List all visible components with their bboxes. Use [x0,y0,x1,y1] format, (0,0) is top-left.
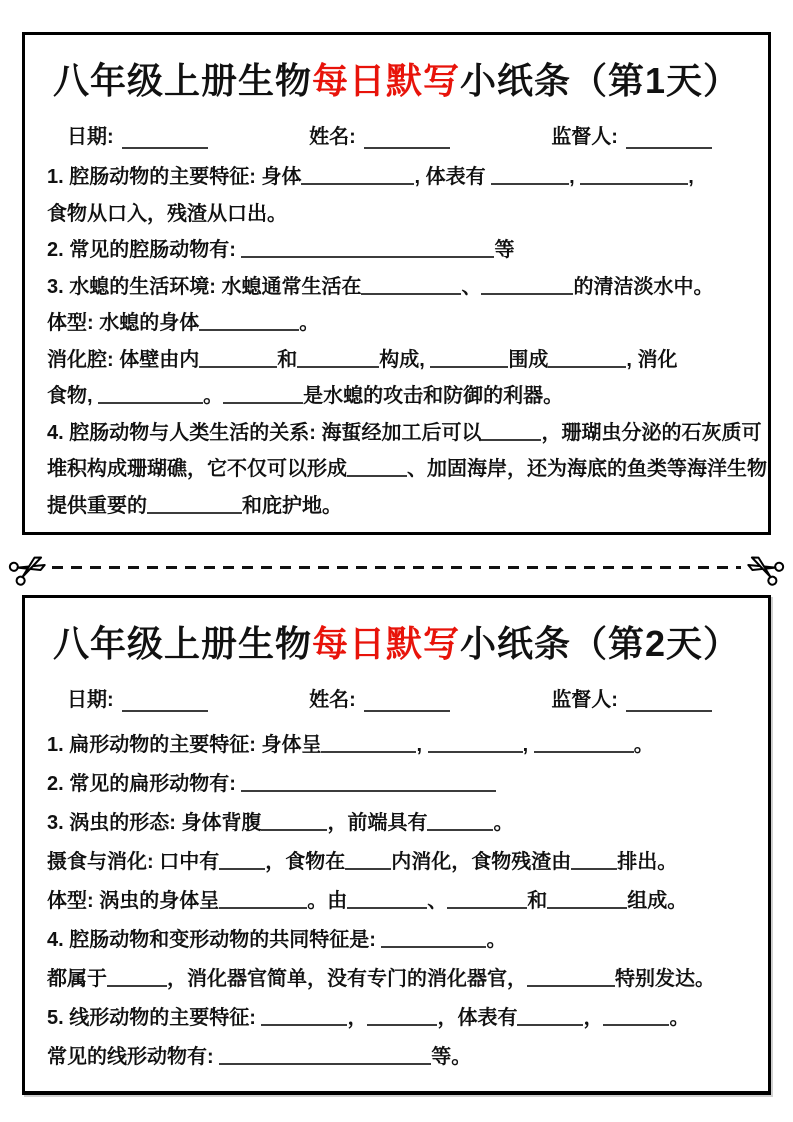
worksheet-line [47,342,748,379]
blank-underline [430,349,508,368]
text-segment: 、加固海岸，还为海底的鱼类等海洋生物 [407,458,767,480]
blank-underline [261,1007,347,1026]
blank-underline [241,239,494,258]
worksheet-line [47,921,748,960]
blank-underline [548,349,626,368]
blank-underline [321,734,416,753]
blank-underline [547,890,627,909]
text-segment: 和庇护地。 [242,494,342,517]
header-field [309,684,450,712]
worksheet-line [47,960,748,999]
title-text-suffix: 小纸条（第2天） [460,623,741,664]
text-segment: 组成。 [627,890,688,912]
text-segment: , 体表有 [414,166,492,188]
field-blank-underline [364,692,450,712]
blank-underline [381,929,486,948]
field-label: 日期: [67,126,114,148]
text-segment: , [688,166,694,188]
text-segment: 堆积构成珊瑚礁，它不仅可以形成 [47,458,347,480]
blank-underline [301,166,414,185]
text-segment: 内消化，食物残渣由 [391,851,572,873]
text-segment: ，前端具有 [327,812,428,834]
text-segment: ， [347,1007,368,1029]
field-blank-underline [626,129,712,149]
header-field [551,121,712,149]
header-fields-row [25,121,768,149]
worksheet-line [47,765,748,804]
worksheet-line [47,726,748,765]
title-text-suffix: 小纸条（第1天） [460,60,741,101]
header-field [551,684,712,712]
worksheet-line [47,269,748,306]
text-segment: 围成 [508,348,549,371]
cut-dashed-line [52,566,741,569]
text-segment: 等。 [431,1046,472,1068]
text-segment: 食物, [47,385,99,407]
worksheet-line [47,232,748,269]
text-segment: ，珊瑚虫分泌的石灰质可 [541,421,762,444]
text-segment: 食物从口入，残渣从口出。 [47,202,287,225]
text-segment: 是水螅的攻击和防御的利器。 [303,385,564,407]
blank-underline [361,276,461,295]
blank-underline [261,812,327,831]
worksheet-line [47,882,748,921]
text-segment: 。 [493,812,514,834]
blank-underline [147,495,242,514]
blank-underline [534,734,634,753]
worksheet-line [47,804,748,843]
blank-underline [481,422,541,441]
text-segment: 的清洁淡水中。 [573,275,714,298]
field-blank-underline [122,129,208,149]
worksheet-line [47,488,748,525]
text-segment: 。 [633,734,654,756]
blank-underline [571,851,617,870]
blank-underline [527,968,615,987]
scissors-icon [740,545,788,590]
text-segment: 、 [427,890,448,912]
text-segment: 特别发达。 [615,968,715,990]
text-segment: 。由 [307,890,348,912]
header-field [309,121,450,149]
field-blank-underline [626,692,712,712]
text-segment: 。 [669,1007,690,1029]
text-segment: , [522,734,534,756]
text-segment: 提供重要的 [47,494,147,517]
field-label: 监督人: [551,126,618,148]
page-title [25,618,768,670]
field-label: 姓名: [309,689,356,711]
text-segment: 、 [461,275,482,298]
field-label: 监督人: [551,689,618,711]
blank-underline [603,1007,669,1026]
blank-underline [367,1007,437,1026]
blank-underline [347,890,427,909]
blank-underline [98,385,203,404]
text-segment: ，消化器官简单，没有专门的消化器官， [167,968,527,990]
blank-underline [199,349,277,368]
text-segment: 构成, [379,348,431,371]
worksheet-line [47,843,748,882]
blank-underline [517,1007,583,1026]
cut-here-divider [0,550,793,586]
text-segment: 。 [486,929,507,951]
worksheet-line [47,999,748,1038]
text-segment: 都属于 [47,968,107,990]
text-segment: 1. 扁形动物的主要特征: 身体呈 [47,734,322,756]
blank-underline [428,734,523,753]
text-segment: ， [583,1007,604,1029]
worksheet-line [47,451,767,488]
text-segment: 3. 水螅的生活环境: 水螅通常生活在 [47,275,362,298]
worksheet-day1-card [22,32,771,535]
title-highlight: 每日默写 [311,60,460,101]
title-text: 八年级上册生物 [52,623,312,664]
text-segment: 常见的线形动物有: [47,1046,220,1068]
blank-underline [107,968,167,987]
blank-underline [297,349,379,368]
blank-underline [219,1046,431,1065]
worksheet-body [25,159,768,524]
header-fields-row [25,684,768,712]
blank-underline [219,851,265,870]
worksheet-line [47,378,748,415]
text-segment: , [569,166,581,188]
title-text: 八年级上册生物 [52,60,312,101]
field-label: 姓名: [309,126,356,148]
field-label: 日期: [67,689,114,711]
text-segment: 和 [527,890,548,912]
worksheet-line [47,1038,748,1077]
worksheet-day2-card [22,595,771,1095]
scissors-icon [5,545,53,590]
header-field [67,121,208,149]
blank-underline [347,458,407,477]
worksheet-line [47,305,748,342]
text-segment: 排出。 [617,851,678,873]
text-segment: 2. 常见的扁形动物有: [47,773,242,795]
text-segment: 。 [203,385,224,407]
title-highlight: 每日默写 [311,623,460,664]
blank-underline [241,773,496,792]
blank-underline [491,166,569,185]
text-segment: ，体表有 [437,1007,518,1029]
text-segment: 等 [494,239,515,261]
blank-underline [223,385,303,404]
worksheet-body [25,726,768,1077]
text-segment: 4. 腔肠动物与人类生活的关系: 海蜇经加工后可以 [47,421,482,444]
worksheet-line [47,159,748,196]
text-segment: 。 [299,312,320,334]
blank-underline [199,312,299,331]
text-segment: 体型: 涡虫的身体呈 [47,890,220,912]
text-segment: , 消化 [626,348,678,371]
text-segment: 体型: 水螅的身体 [47,312,200,334]
blank-underline [580,166,688,185]
header-field [67,684,208,712]
blank-underline [345,851,391,870]
blank-underline [447,890,527,909]
worksheet-line [47,415,762,452]
page-title [25,55,768,107]
text-segment: 3. 涡虫的形态: 身体背腹 [47,812,262,834]
text-segment: 1. 腔肠动物的主要特征: 身体 [47,166,302,188]
blank-underline [481,276,573,295]
worksheet-line [47,196,748,233]
text-segment: 和 [277,348,298,371]
text-segment: 5. 线形动物的主要特征: [47,1007,262,1029]
text-segment: 消化腔: 体壁由内 [47,348,200,371]
blank-underline [219,890,307,909]
field-blank-underline [364,129,450,149]
text-segment: 2. 常见的腔肠动物有: [47,239,242,261]
text-segment: 摄食与消化: 口中有 [47,851,220,873]
text-segment: ，食物在 [265,851,346,873]
field-blank-underline [122,692,208,712]
blank-underline [427,812,493,831]
text-segment: , [416,734,428,756]
text-segment: 4. 腔肠动物和变形动物的共同特征是: [47,929,382,951]
